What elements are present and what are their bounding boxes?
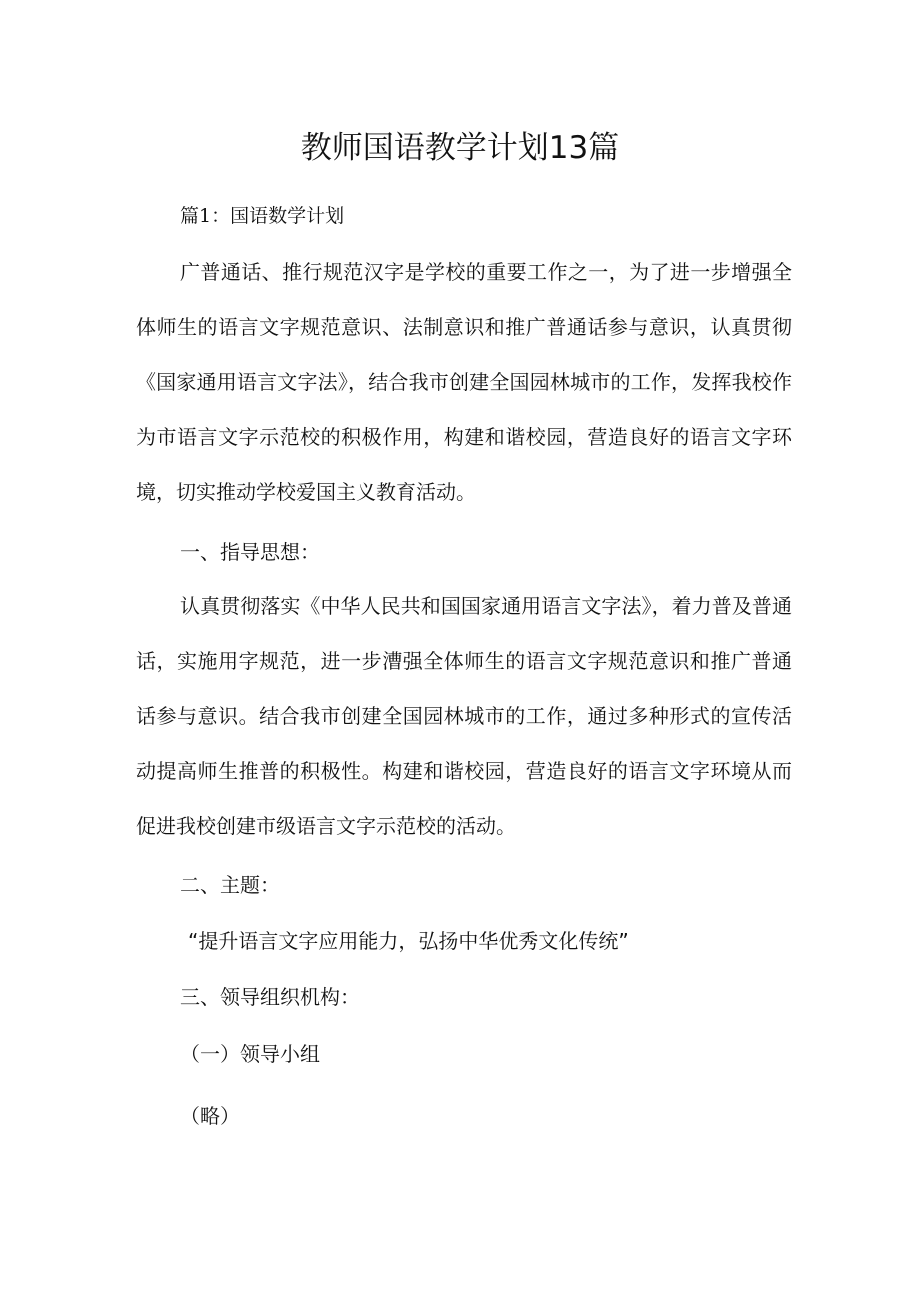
subsection-heading-leading-group: （一）领导小组 bbox=[180, 1042, 320, 1066]
guiding-thought-paragraph: 认真贯彻落实《中华人民共和国国家通用语言文字法》，着力普及普通话，实施用字规范，进一步漕强全体师生的语言文字规范意识和推广普通话参与意识。结合我市创建全国园林城市的工作，通过多种形式的宣传活动提高师生推普的积极性。构建和谐校园，营造良好的语言文字环境从而促进我校创建市级语言文字示范校的活动。 bbox=[136, 594, 792, 838]
omitted-note: （略） bbox=[180, 1104, 240, 1128]
section-heading-guiding-thought: 一、指导思想： bbox=[180, 540, 320, 564]
section-heading-theme: 二、主题： bbox=[180, 873, 280, 897]
document-title: 教师国语教学计划13篇 bbox=[300, 130, 620, 166]
intro-paragraph: 广普通话、推行规范汉字是学校的重要工作之一，为了进一步增强全体师生的语言文字规范意识、法制意识和推广普通话参与意识，认真贯彻《国家通用语言文字法》，结合我市创建全国园林城市的工作，发挥我校作为市语言文字示范校的积极作用，构建和谐校园，营造良好的语言文字环境，切实推动学校爱国主义教育活动。 bbox=[136, 260, 792, 504]
chapter-subhead: 篇1：国语数学计划 bbox=[180, 205, 345, 227]
theme-quote: “提升语言文字应用能力，弘扬中华优秀文化传统” bbox=[188, 929, 629, 953]
section-heading-leadership: 三、领导组织机构： bbox=[180, 985, 360, 1009]
